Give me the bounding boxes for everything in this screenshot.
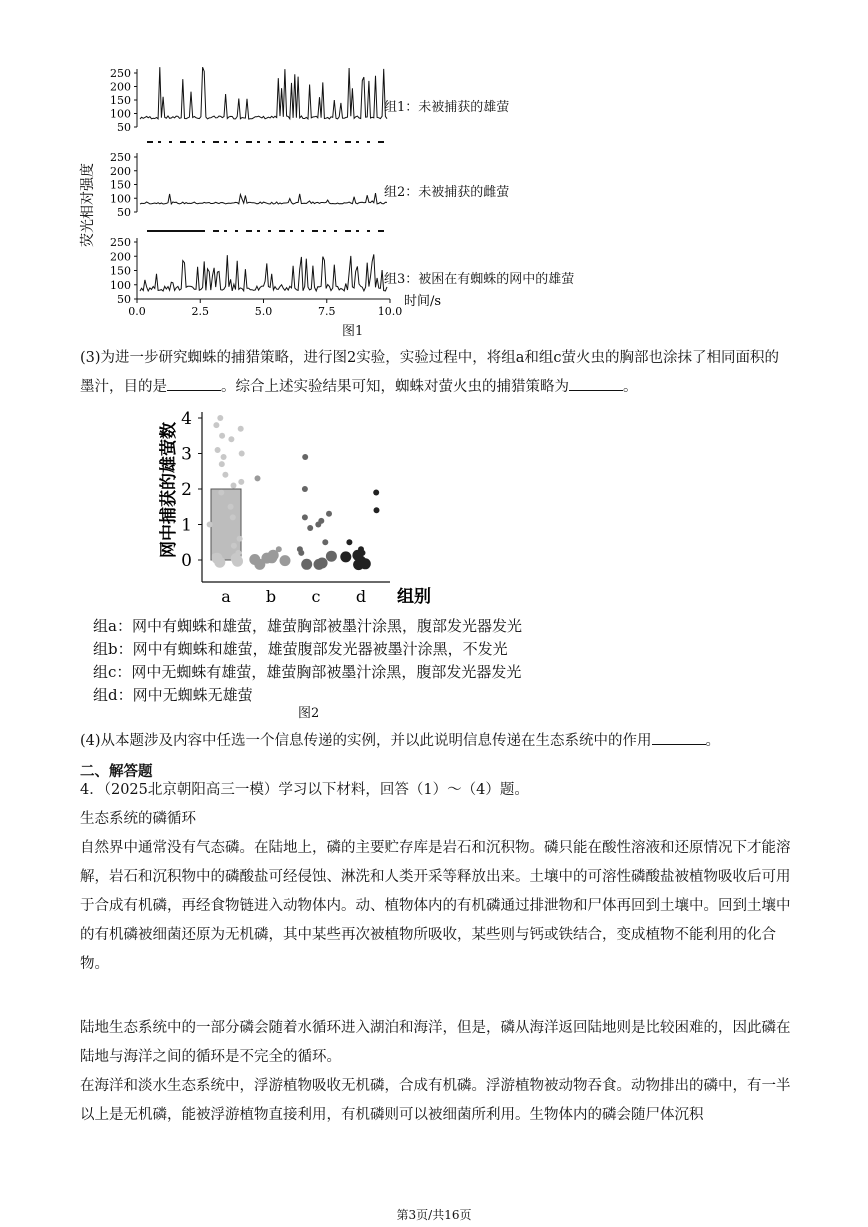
figure-2-chart: [150, 402, 450, 612]
legend-item-b: 组b：网中有蜘蛛和雄萤，雄萤腹部发光器被墨汁涂黑，不发光: [93, 640, 508, 658]
figure-2-point-a: [228, 504, 234, 510]
figure-2-point-a: [231, 483, 237, 489]
figure-2-ylabel: 网中捕获的雄萤数: [159, 422, 179, 558]
article-paragraph-3: 在海洋和淡水生态系统中，浮游植物吸收无机磷，合成有机磷。浮游植物被动物吞食。动物排出的磷中，有一半以上是无机磷，能被浮游植物直接利用，有机磷则可以被细菌所利用。生物体内的磷会随尸体沉积: [80, 1078, 791, 1123]
figure-1-y-tick-label: 50: [117, 121, 131, 134]
figure-2-point-a: [213, 422, 219, 428]
figure-1-y-tick-label: 200: [110, 80, 131, 94]
figure-2-point-d: [346, 539, 352, 545]
legend-item-a: 组a：网中有蜘蛛和雄萤，雄萤胸部被墨汁涂黑，腹部发光器发光: [93, 617, 522, 635]
figure-2-point-d: [340, 551, 351, 562]
figure-2-y-tick-label: 2: [181, 480, 192, 500]
figure-2-y-tick-label: 4: [181, 409, 192, 429]
figure-2-y-tick-label: 1: [181, 515, 192, 536]
figure-2-point-a: [239, 451, 245, 457]
figure-2-point-a: [219, 433, 225, 439]
figure-2-point-d: [360, 558, 371, 569]
figure-1-ylabel: 荧光相对强度: [80, 163, 96, 247]
article-title: 生态系统的磷循环: [80, 811, 196, 827]
figure-2: [150, 402, 450, 612]
figure-2-point-a: [230, 514, 236, 520]
figure-2-point-a: [219, 461, 225, 467]
figure-2-point-b: [254, 559, 265, 570]
figure-2-point-c: [302, 514, 308, 520]
article-paragraph-1: 自然界中通常没有气态磷。在陆地上，磷的主要贮存库是岩石和沉积物。磷只能在酸性溶液和还原情况下才能溶解，岩石和沉积物中的磷酸盐可经侵蚀、淋洗和人类开采等释放出来。土壤中的可溶性磷酸盐被植物吸收后可用于合成有机磷，再经食物链进入动物体内。动、植物体内的有机磷通过排泄物和尸体再回到土壤中。回到土壤中的有机磷被细菌还原为无机磷，其中某些再次被植物所吸收，某些则与钙或铁结合，变成植物不能利用的化合物。: [80, 840, 791, 972]
figure-1-x-tick-label: 7.5: [318, 305, 336, 318]
figure-1-xlabel: 时间/s: [404, 294, 442, 309]
figure-2-point-a: [238, 426, 244, 432]
question-4-text: (4)从本题涉及内容中任选一个信息传递的实例，并以此说明信息传递在生态系统中的作用: [80, 733, 652, 749]
answer-blank-2[interactable]: [569, 390, 623, 391]
question-3-text-b: 。综合上述实验结果可知，蜘蛛对萤火虫的捕猎策略为: [221, 379, 569, 395]
figure-2-point-c: [314, 559, 325, 570]
figure-2-point-c: [326, 551, 337, 562]
figure-1-y-tick-label: 150: [110, 178, 131, 192]
figure-2-point-d: [373, 490, 379, 496]
figure-1-x-tick-label: 10.0: [377, 305, 403, 318]
figure-2-point-a: [215, 447, 221, 453]
figure-2-point-a: [214, 557, 225, 568]
section-heading: 二、解答题: [80, 763, 153, 780]
figure-1-x-tick-label: 0.0: [128, 305, 146, 318]
figure-2-point-a: [217, 415, 223, 421]
figure-2-point-a: [218, 490, 224, 496]
figure-2-point-b: [280, 555, 291, 566]
figure-2-point-c: [298, 550, 304, 556]
figure-1-group-3-label: 组3：被困在有蜘蛛的网中的雄萤: [384, 272, 575, 287]
figure-2-point-c: [322, 539, 328, 545]
question-3-text-a: (3)为进一步研究蜘蛛的捕猎策略，进行图2实验，实验过程中，将组a和组c萤火虫的胸部也涂抹了相同面积的墨汁，目的是: [80, 350, 780, 395]
figure-2-caption: 图2: [298, 706, 320, 721]
figure-2-legend: [93, 615, 522, 707]
figure-2-point-d: [374, 507, 380, 513]
figure-2-x-tick-label: a: [221, 587, 231, 606]
question-4: [80, 727, 792, 756]
figure-2-point-a: [228, 436, 234, 442]
figure-2-point-a: [237, 536, 243, 542]
figure-1-x-tick-label: 2.5: [191, 305, 209, 318]
figure-1-trace-3: [140, 254, 387, 291]
figure-2-point-c: [302, 454, 308, 460]
figure-1-trace-2: [140, 193, 387, 204]
figure-1-y-tick-label: 150: [110, 264, 131, 278]
figure-1-group-2-label: 组2：未被捕获的雌萤: [384, 185, 510, 200]
figure-1: [60, 55, 700, 345]
page-footer: 第3页/共16页: [396, 1208, 472, 1222]
question-4-header: 4．（2025北京朝阳高三一模）学习以下材料，回答（1）～（4）题。: [80, 782, 529, 798]
figure-1-y-tick-label: 100: [110, 107, 131, 121]
figure-1-y-tick-label: 250: [110, 236, 131, 249]
figure-2-point-c: [315, 522, 321, 528]
figure-2-point-c: [302, 486, 308, 492]
figure-1-y-tick-label: 200: [110, 164, 131, 178]
figure-1-trace-1: [140, 67, 387, 119]
figure-1-y-tick-label: 100: [110, 278, 131, 292]
figure-1-y-tick-label: 250: [110, 151, 131, 164]
figure-2-x-tick-label: c: [311, 587, 321, 606]
figure-2-point-a: [222, 472, 228, 478]
figure-1-chart: [60, 55, 700, 345]
figure-2-point-a: [207, 522, 213, 528]
figure-2-x-tick-label: d: [355, 587, 367, 606]
figure-1-y-tick-label: 200: [110, 250, 131, 264]
figure-1-y-tick-label: 250: [110, 67, 131, 80]
figure-1-caption: 图1: [342, 324, 364, 339]
figure-1-y-tick-label: 50: [117, 293, 131, 306]
figure-2-x-tick-label: b: [265, 587, 277, 606]
figure-2-y-tick-label: 0: [181, 551, 192, 571]
figure-2-point-c: [307, 525, 313, 531]
figure-2-xlabel: 组别: [397, 587, 431, 607]
figure-2-point-b: [255, 475, 261, 481]
question-4-end: 。: [705, 733, 721, 749]
figure-2-point-c: [326, 511, 332, 517]
figure-1-y-tick-label: 50: [117, 206, 131, 219]
figure-1-group-1-label: 组1：未被捕获的雄萤: [384, 100, 510, 115]
article-paragraph-2: 陆地生态系统中的一部分磷会随着水循环进入湖泊和海洋，但是，磷从海洋返回陆地则是比较困难的，因此磷在陆地与海洋之间的循环是不完全的循环。: [80, 1020, 791, 1065]
legend-item-d: 组d：网中无蜘蛛无雄萤: [93, 686, 253, 704]
question-3-text-c: 。: [623, 379, 638, 395]
figure-1-y-tick-label: 150: [110, 94, 131, 107]
figure-2-point-a: [231, 553, 242, 564]
figure-1-x-tick-label: 5.0: [254, 305, 273, 318]
figure-2-bar-a: [211, 489, 241, 560]
figure-2-point-a: [238, 479, 244, 485]
figure-1-y-tick-label: 100: [110, 192, 131, 206]
question-3: [80, 344, 792, 402]
figure-2-point-c: [301, 559, 312, 570]
figure-2-point-a: [221, 454, 227, 460]
figure-2-y-tick-label: 3: [181, 444, 192, 465]
answer-blank-3[interactable]: [652, 744, 706, 745]
figure-2-point-a: [231, 543, 237, 549]
legend-item-c: 组c：网中无蜘蛛有雄萤，雄萤胸部被墨汁涂黑，腹部发光器发光: [93, 663, 522, 681]
answer-blank-1[interactable]: [167, 390, 221, 391]
